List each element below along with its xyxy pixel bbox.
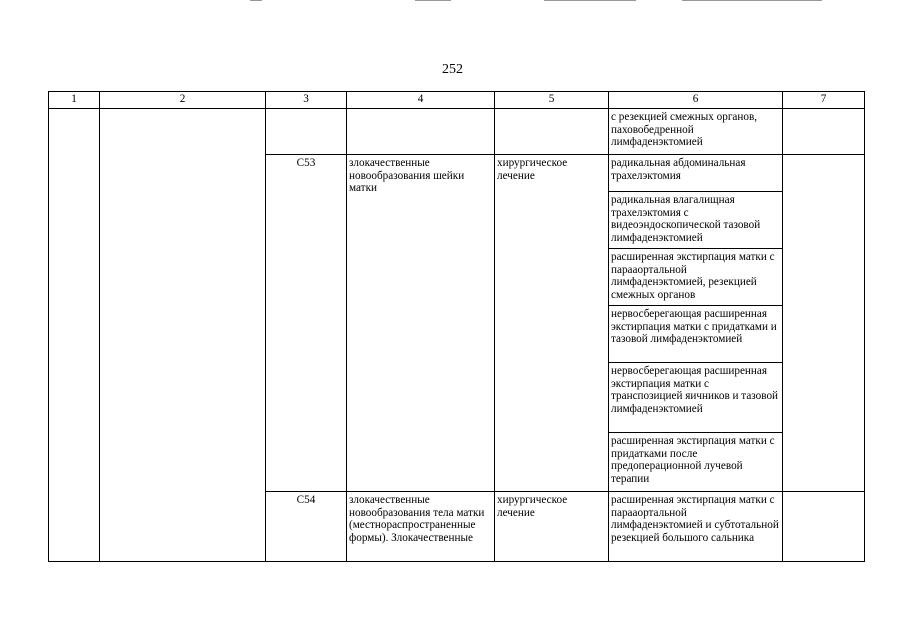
scan-mark (682, 0, 822, 1)
method-cell: расширенная экстирпация матки с придатками после предоперационной лучевой терапии (609, 433, 783, 492)
method-cell: радикальная абдоминальная трахелэктомия (609, 155, 783, 192)
column-header: 5 (495, 92, 609, 109)
method-cell: радикальная влагалищная трахелэктомия с видеоэндоскопической тазовой лимфаденэктомией (609, 192, 783, 249)
column-header: 7 (783, 92, 865, 109)
diagnosis-cell: злокачественные новообразования шейки матки (347, 155, 495, 492)
cell-col7 (783, 109, 865, 155)
method-cell: с резекцией смежных органов, паховобедренной лимфаденэктомией (609, 109, 783, 155)
scan-mark (415, 0, 451, 1)
table-row (49, 109, 865, 155)
treatment-cell: хирургическое лечение (495, 492, 609, 562)
diagnosis-cell: злокачественные новообразования тела матки (местнораспространенные формы). Злокачественные (347, 492, 495, 562)
cell-code (266, 109, 347, 155)
cell-col7 (783, 492, 865, 562)
procedures-table (48, 91, 865, 562)
treatment-cell: хирургическое лечение (495, 155, 609, 492)
cell-col7 (783, 155, 865, 492)
method-cell: нервосберегающая расширенная экстирпация матки с транспозицией яичников и тазовой лимфаденэктомией (609, 363, 783, 433)
column-header: 6 (609, 92, 783, 109)
column-header: 4 (347, 92, 495, 109)
cell-col2 (100, 109, 266, 562)
method-cell: расширенная экстирпация матки с парааортальной лимфаденэктомией и субтотальной резекцией большого сальника (609, 492, 783, 562)
cell-diagnosis (347, 109, 495, 155)
code-cell: C54 (266, 492, 347, 562)
page-number: 252 (442, 62, 463, 77)
column-header: 1 (49, 92, 100, 109)
cell-col1 (49, 109, 100, 562)
column-header: 2 (100, 92, 266, 109)
method-cell: нервосберегающая расширенная экстирпация матки с придатками и тазовой лимфаденэктомией (609, 306, 783, 363)
cell-treatment (495, 109, 609, 155)
scan-mark (250, 0, 262, 1)
scan-mark (544, 0, 636, 1)
column-header: 3 (266, 92, 347, 109)
code-cell: C53 (266, 155, 347, 492)
method-cell: расширенная экстирпация матки с парааортальной лимфаденэктомией, резекцией смежных органов (609, 249, 783, 306)
header-row (49, 92, 865, 109)
